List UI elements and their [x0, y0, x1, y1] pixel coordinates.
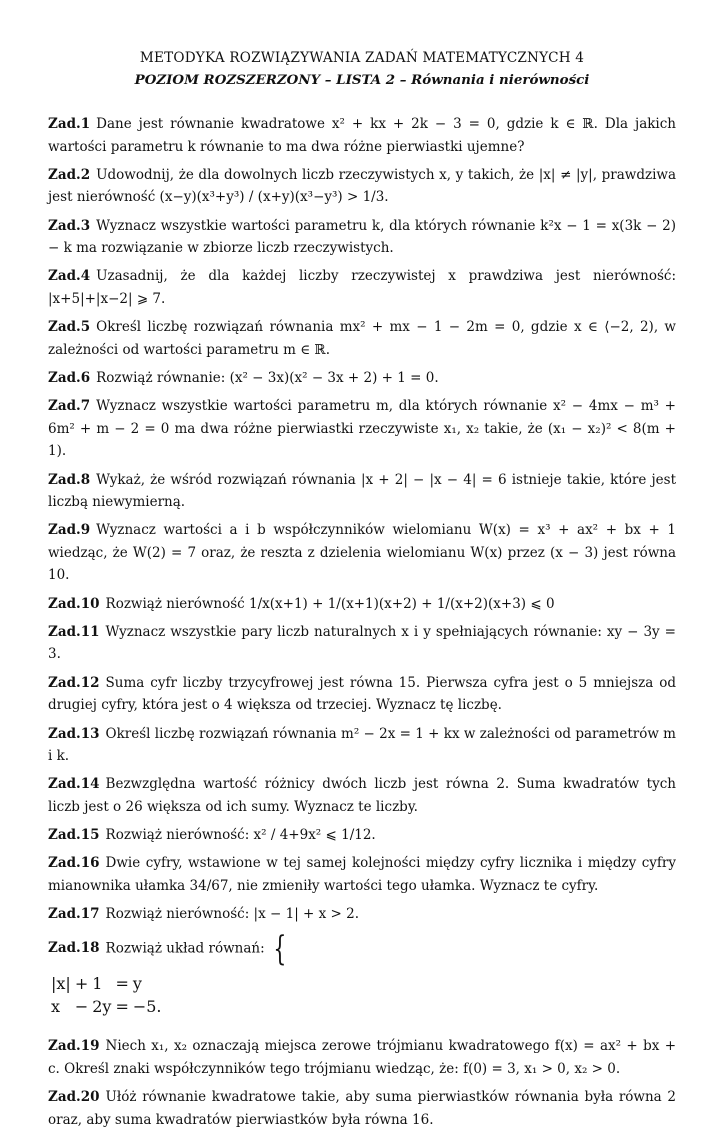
task-number: Zad.7 — [48, 398, 91, 415]
task-number: Zad.18 — [48, 940, 100, 957]
task-text: Rozwiąż nierówność 1/x(x+1) + 1/(x+1)(x+2) + 1/(x+2)(x+3) ⩽ 0 — [105, 595, 555, 612]
task-text: Wyznacz wszystkie wartości parametru m, dla których równanie x² − 4mx − m³ + 6m² + m − 2 = 0 ma dwa różne pierwiastki rzeczywiste x₁, x₂ takie, że (x₁ − x₂)² < 8(m + 1). — [48, 398, 676, 460]
task-item — [48, 723, 676, 768]
eq-cell: + — [74, 974, 89, 994]
task-item — [48, 928, 676, 969]
eq-cell: x — [51, 997, 61, 1017]
task-number: Zad.19 — [48, 1038, 100, 1055]
eq-cell: 2y — [92, 997, 112, 1017]
task-item — [48, 367, 676, 390]
task-number: Zad.6 — [48, 369, 91, 386]
task-item — [48, 395, 676, 463]
task-text: Wyznacz wszystkie pary liczb naturalnych x i y spełniających równanie: xy − 3y = 3. — [48, 623, 676, 663]
eq-cell: y — [132, 974, 142, 994]
eq-cell: − — [74, 997, 89, 1017]
task-number: Zad.5 — [48, 319, 91, 336]
equation-row — [50, 973, 163, 994]
task-text: Ułóż równanie kwadratowe takie, aby suma pierwiastków równania była równa 2 oraz, aby suma kwadratów pierwiastków była równa 16. — [48, 1089, 676, 1128]
task-number: Zad.4 — [48, 268, 91, 285]
document-title: METODYKA ROZWIĄZYWANIA ZADAŃ MATEMATYCZNYCH 4 — [139, 50, 585, 66]
task-list — [48, 113, 676, 1131]
task-number: Zad.17 — [48, 906, 100, 923]
task-text: Dwie cyfry, wstawione w tej samej kolejności między cyfry licznika i między cyfry mianownika ułamka 34/67, nie zmieniły wartości tego ułamka. Wyznacz te cyfry. — [48, 855, 676, 894]
task-number: Zad.9 — [48, 522, 91, 539]
task-text: Udowodnij, że dla dowolnych liczb rzeczywistych x, y takich, że |x| ≠ |y|, prawdziwa jest nierówność (x−y)(x³+y³) / (x+y)(x³−y³) > 1/3. — [48, 166, 676, 206]
task-number: Zad.16 — [48, 855, 100, 872]
task-number: Zad.11 — [48, 623, 100, 640]
task-number: Zad.2 — [48, 166, 91, 183]
eq-cell: = — [115, 997, 129, 1017]
eq-cell: −5. — [132, 997, 162, 1017]
task-item — [48, 265, 676, 310]
task-item — [48, 852, 676, 897]
task-item — [48, 903, 676, 926]
task-number: Zad.1 — [48, 116, 91, 132]
task-text: Rozwiąż równanie: (x² − 3x)(x² − 3x + 2) + 1 = 0. — [96, 369, 439, 386]
eq-cell: = — [115, 974, 129, 994]
task-text: Rozwiąż nierówność: x² / 4+9x² ⩽ 1/12. — [105, 827, 376, 844]
task-text: Niech x₁, x₂ oznaczają miejsca zerowe trójmianu kwadratowego f(x) = ax² + bx + c. Określ znaki współczynników tego trójmianu wiedząc, że: f(0) = 3, x₁ > 0, x₂ > 0. — [48, 1038, 676, 1077]
task-item — [48, 1086, 676, 1131]
task-text: Wyznacz wszystkie wartości parametru k, dla których równanie k²x − 1 = x(3k − 2) − k ma rozwiązanie w zbiorze liczb rzeczywistych. — [48, 217, 676, 257]
task-item — [48, 672, 676, 717]
system-brace: { — [273, 928, 287, 969]
task-item — [48, 113, 676, 158]
task-item — [48, 773, 676, 818]
task-item — [48, 215, 676, 260]
task-number: Zad.14 — [48, 776, 100, 793]
task-text: Rozwiąż układ równań: — [105, 940, 265, 957]
task-text: Określ liczbę rozwiązań równania m² − 2x = 1 + kx w zależności od parametrów m i k. — [48, 725, 676, 765]
task-number: Zad.8 — [48, 471, 91, 488]
task-item — [48, 469, 676, 514]
task-text: Rozwiąż nierówność: |x − 1| + x > 2. — [105, 906, 360, 923]
task-item — [48, 1035, 676, 1080]
task-number: Zad.13 — [48, 725, 100, 742]
task-item — [48, 519, 676, 587]
task-text: Uzasadnij, że dla każdej liczby rzeczywistej x prawdziwa jest nierówność: |x+5|+|x−2| ⩾ 7. — [48, 268, 676, 307]
task-item — [48, 164, 676, 209]
task-number: Zad.10 — [48, 595, 100, 612]
task-text: Suma cyfr liczby trzycyfrowej jest równa 15. Pierwsza cyfra jest o 5 mniejsza od drugiej cyfry, która jest o 4 większa od trzeciej. Wyznacz tę liczbę. — [48, 674, 676, 714]
task-text: Wyznacz wartości a i b współczynników wielomianu W(x) = x³ + ax² + bx + 1 wiedząc, że W(2) = 7 oraz, że reszta z dzielenia wielomianu W(x) przez (x − 3) jest równa 10. — [48, 522, 676, 584]
task-item — [48, 593, 676, 616]
task-item — [48, 824, 676, 847]
task-text: Określ liczbę rozwiązań równania mx² + mx − 1 − 2m = 0, gdzie x ∈ ⟨−2, 2), w zależności od wartości parametru m ∈ ℝ. — [48, 319, 676, 358]
task-item — [48, 316, 676, 361]
task-number: Zad.20 — [48, 1089, 100, 1106]
task-text: Wykaż, że wśród rozwiązań równania |x + 2| − |x − 4| = 6 istnieje takie, które jest liczbą niewymierną. — [48, 471, 676, 511]
task-item — [48, 621, 676, 666]
task-number: Zad.15 — [48, 827, 100, 844]
task-text: Bezwzględna wartość różnicy dwóch liczb jest równa 2. Suma kwadratów tych liczb jest o 26 większa od ich sumy. Wyznacz te liczby. — [48, 776, 676, 815]
task-number: Zad.12 — [48, 674, 100, 691]
equation-row — [50, 996, 163, 1017]
task-text: Dane jest równanie kwadratowe x² + kx + 2k − 3 = 0, gdzie k ∈ ℝ. Dla jakich wartości parametru k równanie to ma dwa różne pierwiastki ujemne? — [48, 116, 676, 155]
eq-cell: |x| — [51, 974, 71, 994]
document-subtitle: POZIOM ROZSZERZONY – LISTA 2 – Równania i nierówności — [134, 72, 590, 88]
task-number: Zad.3 — [48, 217, 91, 234]
eq-cell: 1 — [92, 974, 103, 994]
